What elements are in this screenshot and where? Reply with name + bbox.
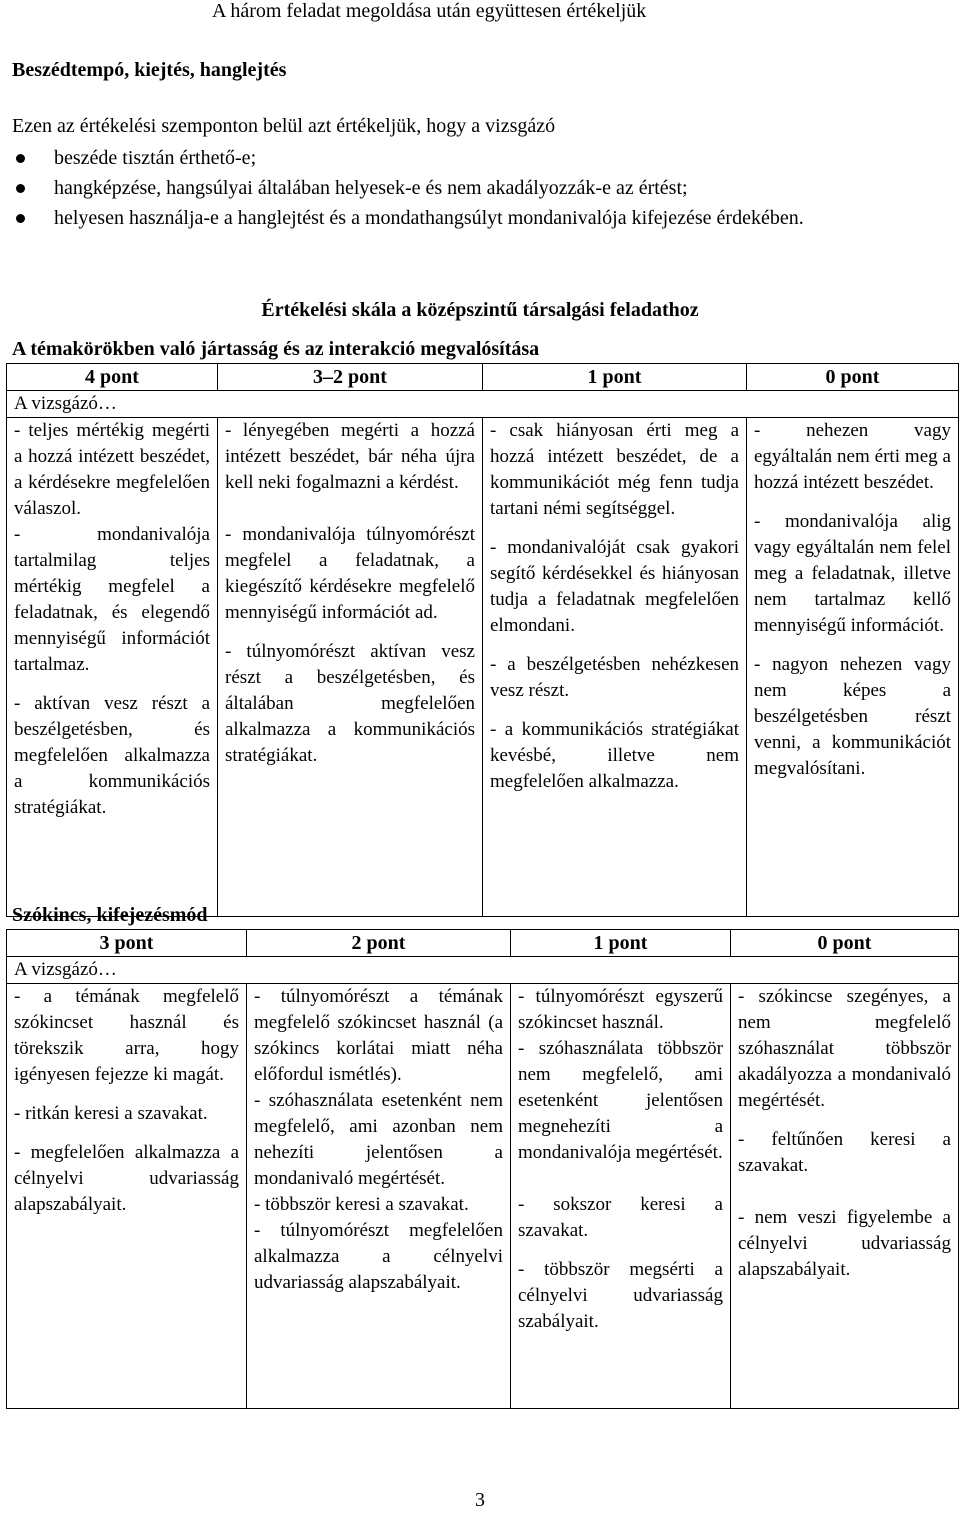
criteria-list bbox=[12, 143, 912, 233]
rubric-table-interaction bbox=[6, 363, 959, 917]
score-header: 0 pont bbox=[747, 364, 959, 391]
bullet-icon bbox=[16, 154, 25, 163]
header-row bbox=[7, 364, 959, 391]
score-header: 2 pont bbox=[247, 930, 511, 957]
score-header: 3 pont bbox=[7, 930, 247, 957]
table-row bbox=[7, 984, 959, 1409]
header-note: A három feladat megoldása után együttesen értékeljük bbox=[212, 0, 647, 22]
bullet-icon bbox=[16, 184, 25, 193]
score-header: 1 pont bbox=[483, 364, 747, 391]
subject-row bbox=[7, 957, 959, 984]
intro-text: Ezen az értékelési szemponton belül azt értékeljük, hogy a vizsgázó bbox=[12, 115, 556, 137]
table2-title: Szókincs, kifejezésmód bbox=[12, 904, 208, 926]
criteria-cell: - lényegében megérti a hozzá intézett beszédet, bár néha újra kell neki fogalmazni a kérdést. - mondanivalója túlnyomórészt megfelel a feladatnak, a kiegészítő kérdésekre megfelelő mennyiségű információt ad. - túlnyomórészt aktívan vesz részt a beszélgetésben, és általában megfelelően alkalmazza a kommunikációs stratégiákat. bbox=[218, 418, 483, 917]
criteria-cell: - szókincse szegényes, a nem megfelelő szóhasználat többször akadályozza a mondanivaló megértését. - feltűnően keresi a szavakat. - nem veszi figyelembe a célnyelvi udvariasság alapszabályait. bbox=[731, 984, 959, 1409]
list-item: helyesen használja-e a hanglejtést és a mondathangsúlyt mondanivalója kifejezése érdekében. bbox=[12, 203, 912, 233]
header-row bbox=[7, 930, 959, 957]
criteria-cell: - csak hiányosan érti meg a hozzá intézett beszédet, de a kommunikációt még fenn tudja tartani némi segítséggel. - mondanivalóját csak gyakori segítő kérdésekkel és hiányosan tudja a feladatnak megfelelően elmondani. - a beszélgetésben nehézkesen vesz részt. - a kommunikációs stratégiákat kevésbé, illetve nem megfelelően alkalmazza. bbox=[483, 418, 747, 917]
list-item: beszéde tisztán érthető-e; bbox=[12, 143, 912, 173]
rubric-table-vocabulary bbox=[6, 929, 959, 1409]
subject-label: A vizsgázó… bbox=[7, 957, 959, 984]
section-title: Beszédtempó, kiejtés, hanglejtés bbox=[12, 59, 287, 81]
subject-label: A vizsgázó… bbox=[7, 391, 959, 418]
bullet-icon bbox=[16, 214, 25, 223]
criteria-cell: - teljes mértékig megérti a hozzá intézett beszédet, a kérdésekre megfelelően válaszol. - mondanivalója tartalmilag teljes mértékig megfelel a feladatnak, és elegendő mennyiségű információt tartalmaz. - aktívan vesz részt a beszélgetésben, és megfelelően alkalmazza a kommunikációs stratégiákat. bbox=[7, 418, 218, 917]
score-header: 1 pont bbox=[511, 930, 731, 957]
criteria-cell: - nehezen vagy egyáltalán nem érti meg a hozzá intézett beszédet. - mondanivalója alig vagy egyáltalán nem felel meg a feladatnak, illetve nem tartalmaz kellő mennyiségű információt. - nagyon nehezen vagy nem képes a beszélgetésben részt venni, a kommunikációt megvalósítani. bbox=[747, 418, 959, 917]
subject-row bbox=[7, 391, 959, 418]
criteria-cell: - túlnyomórészt egyszerű szókincset használ. - szóhasználata többször nem megfelelő, ami esetenként jelentősen megnehezíti a mondanivalója megértését. - sokszor keresi a szavakat. - többször megsérti a célnyelvi udvariasság szabályait. bbox=[511, 984, 731, 1409]
table1-title: A témakörökben való jártasság és az interakció megvalósítása bbox=[12, 338, 540, 360]
score-header: 3–2 pont bbox=[218, 364, 483, 391]
list-item: hangképzése, hangsúlyai általában helyesek-e és nem akadályozzák-e az értést; bbox=[12, 173, 912, 203]
criteria-cell: - túlnyomórészt a témának megfelelő szókincset használ (a szókincs korlátai miatt néha előfordul ismétlés). - szóhasználata esetenként nem megfelelő, ami azonban nem nehezíti jelentősen a mondanivaló megértését. - többször keresi a szavakat. - túlnyomórészt megfelelően alkalmazza a célnyelvi udvariasság alapszabályait. bbox=[247, 984, 511, 1409]
scale-title: Értékelési skála a középszintű társalgási feladathoz bbox=[261, 299, 699, 321]
criteria-cell: - a témának megfelelő szókincset használ és törekszik arra, hogy igényesen fejezze ki magát. - ritkán keresi a szavakat. - megfelelően alkalmazza a célnyelvi udvariasság alapszabályait. bbox=[7, 984, 247, 1409]
table-row bbox=[7, 418, 959, 917]
score-header: 4 pont bbox=[7, 364, 218, 391]
page-number: 3 bbox=[475, 1489, 485, 1511]
score-header: 0 pont bbox=[731, 930, 959, 957]
